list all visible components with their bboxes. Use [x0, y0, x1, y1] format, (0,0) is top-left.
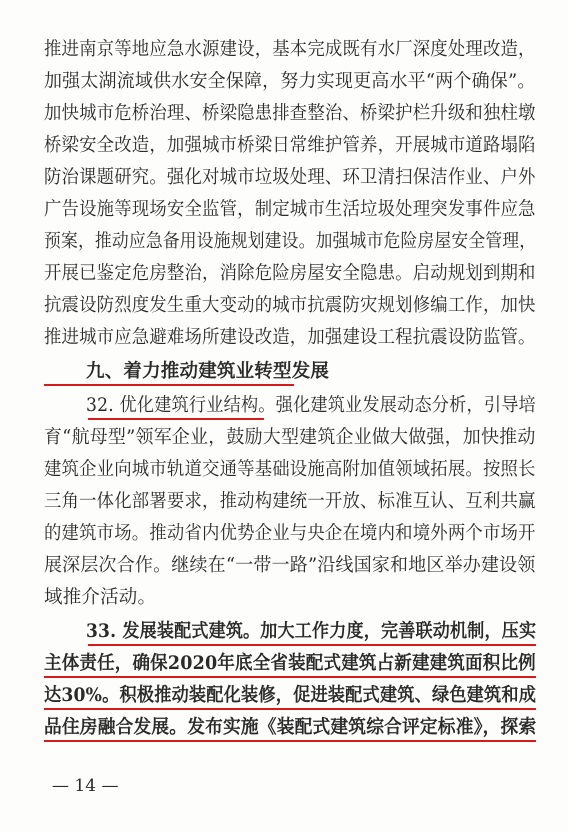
item-33-underline-3 — [44, 708, 536, 710]
item-32-line-7: 域推介活动。 — [44, 587, 157, 608]
body-line-1: 推进南京等地应急水源建设，基本完成既有水厂深度处理改造， — [44, 39, 536, 60]
item-33-line-1: 33. 发展装配式建筑。加大工作力度，完善联动机制，压实 — [86, 621, 537, 642]
body-line-3: 加快城市危桥治理、桥梁隐患排查整治、桥梁护栏升级和独柱墩 — [44, 103, 536, 124]
item-33-underline-4 — [44, 740, 536, 742]
item-33-line-2: 主体责任，确保2020年底全省装配式建筑占新建建筑面积比例 — [44, 653, 536, 674]
item-32-line-6: 展深层次合作。继续在“一带一路”沿线国家和地区举办建设领 — [44, 555, 536, 576]
body-line-10: 推进城市应急避难场所建设改造，加强建设工程抗震设防监管。 — [44, 327, 536, 348]
body-line-9: 抗震设防烈度发生重大变动的城市抗震防灾规划修编工作，加快 — [44, 295, 536, 316]
body-line-4: 桥梁安全改造，加强城市桥梁日常维护管养，开展城市道路塌陷 — [44, 135, 536, 156]
body-line-7: 预案，推动应急备用设施规划建设。加强城市危险房屋安全管理， — [44, 231, 537, 252]
body-line-8: 开展已鉴定危房整治，消除危险房屋安全隐患。启动规划到期和 — [44, 263, 536, 284]
body-line-5: 防治课题研究。强化对城市垃圾处理、环卫清扫保洁作业、户外 — [44, 167, 536, 188]
body-line-6: 广告设施等现场安全监管，制定城市生活垃圾处理突发事件应急 — [44, 199, 536, 220]
body-line-2: 加强太湖流域供水安全保障，努力实现更高水平“两个确保”。 — [44, 71, 536, 92]
page-number: — 14 — — [52, 776, 119, 796]
heading-underline — [44, 384, 294, 386]
item-33-line-4: 品住房融合发展。发布实施《装配式建筑综合评定标准》，探索 — [44, 717, 537, 738]
item-32-line-3: 建筑企业向城市轨道交通等基础设施高附加值领域拓展。按照长 — [44, 459, 536, 480]
item-33-line-3: 达30%。积极推动装配化装修，促进装配式建筑、绿色建筑和成 — [44, 685, 537, 706]
item-32-title-underline — [88, 418, 264, 420]
item-33-underline-1 — [88, 644, 536, 646]
item-32-line-2: 育“航母型”领军企业，鼓励大型建筑企业做大做强，加快推动 — [44, 427, 536, 448]
item-32-line-4: 三角一体化部署要求，推动构建统一开放、标准互认、互利共赢 — [44, 491, 536, 512]
section-heading: 九、着力推动建筑业转型发展 — [86, 361, 330, 382]
item-32-line-1: 32. 优化建筑行业结构。强化建筑业发展动态分析，引导培 — [86, 395, 536, 416]
item-32-line-5: 的建筑市场。推动省内优势企业与央企在境内和境外两个市场开 — [44, 523, 536, 544]
item-33-underline-2 — [44, 676, 536, 678]
